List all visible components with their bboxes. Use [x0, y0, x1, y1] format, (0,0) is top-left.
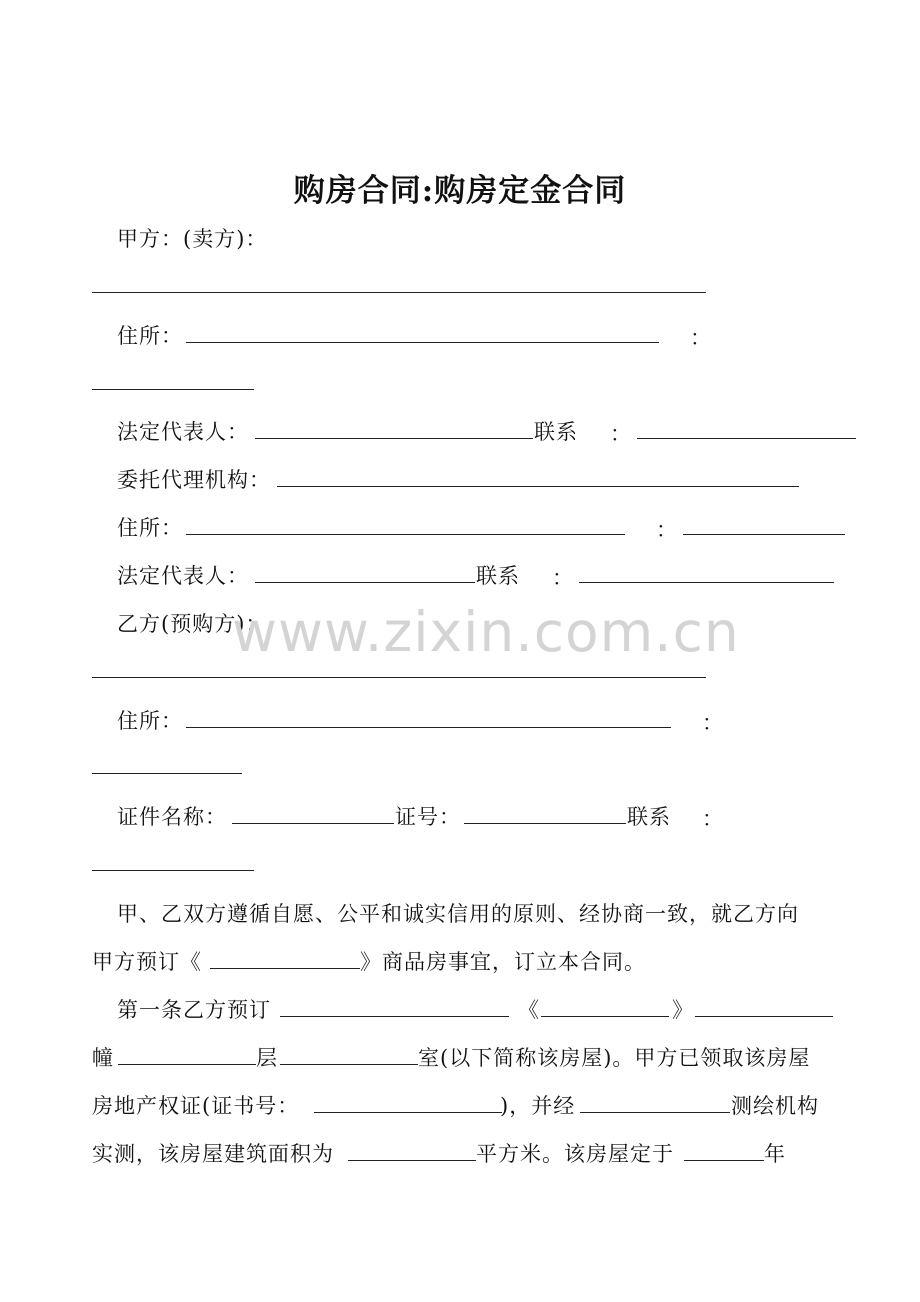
agent-phone-blank	[683, 534, 845, 535]
party-b-address-label: 住所：	[117, 709, 183, 733]
agent-contact-blank	[579, 582, 834, 583]
preamble-line-1: 甲、乙双方遵循自愿、公平和诚实信用的原则、经协商一致，就乙方向	[117, 902, 799, 926]
document-title: 购房合同:购房定金合同	[293, 173, 627, 209]
party-b-id-name-label: 证件名称：	[117, 805, 227, 829]
agent-address-label: 住所：	[117, 516, 183, 540]
project-name-blank	[210, 968, 360, 969]
article1-unit-blank	[118, 1064, 256, 1065]
party-b-id-no-label: 证号：	[395, 805, 461, 829]
party-b-id-no-blank	[464, 823, 626, 824]
article1-certificate-blank	[314, 1112, 502, 1113]
party-a-agent-blank	[277, 486, 799, 487]
party-a-phone-blank	[92, 389, 254, 390]
article1-floor-blank	[280, 1064, 418, 1065]
preamble-line-2b: 》商品房事宜，订立本合同。	[360, 950, 646, 974]
party-b-contact-blank	[92, 870, 254, 871]
party-b-heading: 乙方(预购方)：	[117, 612, 268, 636]
agent-legal-rep-label: 法定代表人：	[117, 564, 249, 588]
party-a-contact-label: 联系	[534, 420, 578, 444]
party-a-contact-blank	[637, 438, 856, 439]
agent-contact-colon: ：	[552, 566, 574, 590]
party-b-address-colon: ：	[702, 711, 724, 735]
article1-line4b: 平方米。该房屋定于	[476, 1142, 674, 1166]
party-a-address-blank	[186, 342, 659, 343]
party-b-contact-label: 联系	[627, 805, 671, 829]
article1-line1a: 第一条乙方预订	[117, 998, 271, 1022]
party-a-agent-label: 委托代理机构：	[117, 468, 271, 492]
party-b-name-blank	[92, 677, 706, 678]
article1-line2a: 幢	[92, 1046, 114, 1070]
party-b-address-blank	[186, 727, 671, 728]
party-a-name-blank	[92, 292, 706, 293]
party-a-address-label: 住所：	[117, 324, 183, 348]
party-b-phone-blank	[92, 773, 242, 774]
article1-location-blank	[280, 1016, 509, 1017]
article1-line3b: )，并经	[500, 1094, 576, 1118]
agent-contact-label: 联系	[476, 564, 520, 588]
preamble-line-2a: 甲方预订《	[92, 950, 202, 974]
watermark: www.zixin.com.cn	[232, 600, 740, 664]
article1-line4c: 年	[764, 1142, 786, 1166]
party-a-heading: 甲方：(卖方)：	[117, 227, 268, 251]
article1-line2c: 室(以下简称该房屋)。甲方已领取该房屋	[418, 1046, 811, 1070]
article1-line1c: 》	[672, 998, 694, 1022]
agent-address-colon: ：	[656, 518, 678, 542]
article1-line2b: 层	[256, 1046, 278, 1070]
party-a-legal-rep-label: 法定代表人：	[117, 420, 249, 444]
party-a-contact-colon: ：	[610, 422, 632, 446]
article1-year-blank	[684, 1160, 764, 1161]
article1-line4a: 实测，该房屋建筑面积为	[92, 1142, 334, 1166]
article1-survey-org-blank	[580, 1112, 730, 1113]
agent-legal-rep-blank	[255, 582, 475, 583]
article1-area-blank	[348, 1160, 476, 1161]
article1-line3a: 房地产权证(证书号：	[92, 1094, 300, 1118]
party-b-id-name-blank	[232, 823, 394, 824]
party-b-contact-colon: ：	[702, 807, 724, 831]
article1-building-blank	[695, 1016, 833, 1017]
article1-project-blank	[541, 1016, 669, 1017]
article1-line1b: 《	[518, 998, 540, 1022]
party-a-address-colon: ：	[690, 326, 712, 350]
party-a-legal-rep-blank	[255, 438, 533, 439]
article1-line3c: 测绘机构	[731, 1094, 819, 1118]
agent-address-blank	[186, 534, 625, 535]
